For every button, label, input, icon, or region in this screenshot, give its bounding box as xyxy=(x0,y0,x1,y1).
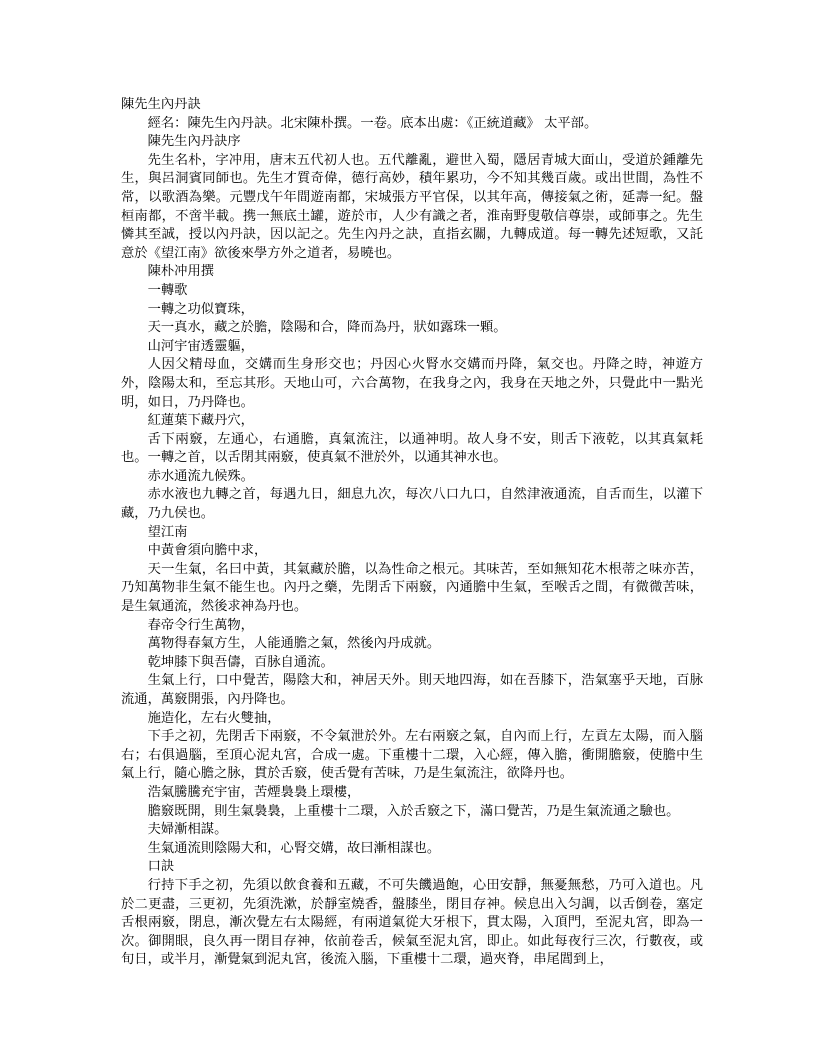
section-heading: 口訣 xyxy=(147,859,175,875)
preface-paragraph: 先生名朴，字冲用，唐末五代初人也。五代離亂，避世入蜀，隱居青城大面山，受道於鍾離先生，與呂洞賓同師也。先生才質奇偉，德行高妙，積年累功，今不知其幾百歲。或出世間，為性不常，以歌酒為樂。元豐戊午年間遊南都，宋城張方平官保，以其年高，傳接氣之術，延壽一紀。盤桓南都，不啻半載。携一無底土罐，遊於市，人少有識之者，淮南野叟敬信尊崇，或師事之。先生憐其至誠，授以內丹訣，因以記之。先生內丹之訣，直指玄關，九轉成道。每一轉先述短歌，又託意於《望江南》欲後來學方外之道者，易曉也。 xyxy=(121,152,703,261)
commentary-paragraph: 舌下兩竅，左通心，右通膽，真氣流注，以通神明。故人身不安，則舌下液乾，以其真氣耗也。一轉之首，以舌閉其兩竅，使真氣不泄於外，以通其神水也。 xyxy=(121,431,703,466)
verse-line: 山河宇宙透靈軀， xyxy=(147,338,254,354)
commentary-paragraph: 天一真水，藏之於膽，陰陽和合，降而為丹，狀如露珠一顆。 xyxy=(147,320,507,336)
preface-heading: 陳先生內丹訣序 xyxy=(147,134,241,150)
instruction-paragraph: 行持下手之初，先須以飲食養和五藏，不可失饑過飽，心田安靜，無憂無愁，乃可入道也。凡於二更盡，三更初，先須洗漱，於靜室燒香，盤膝坐，閉目存神。候息出入匀調，以舌倒卷，塞定舌根兩竅，閉息，漸次覺左右太陽經，有兩道氣從大牙根下，貫太陽，入頂門，至泥丸宮，即為一次。御開眼，良久再一閉目存神，依前卷舌，候氣至泥丸宮，即止。如此每夜行三次，行數夜，或旬日，或半月，漸覺氣到泥丸宮，後流入腦，下重樓十二環，過夾脊，串尾閭到上， xyxy=(121,877,703,968)
verse-line: 中黃會須向膽中求， xyxy=(147,543,268,559)
section-heading: 一轉歌 xyxy=(147,282,188,298)
commentary-paragraph: 生氣上行，口中覺苦，陽陰大和，神居天外。則天地四海，如在吾膝下，浩氣塞乎天地，百脉流通，萬竅開張，內丹降也。 xyxy=(121,673,703,707)
verse-line: 赤水通流九候殊。 xyxy=(147,468,254,484)
source-note: 經名：陳先生內丹訣。北宋陳朴撰。一卷。底本出處：《正統道藏》 太平部。 xyxy=(147,115,598,131)
verse-line: 春帝令行生萬物， xyxy=(147,617,254,633)
commentary-paragraph: 膽竅既開，則生氣裊裊，上重樓十二環，入於舌竅之下，滿口覺苦，乃是生氣流通之驗也。 xyxy=(147,803,680,819)
commentary-paragraph: 下手之初，先閉舌下兩竅，不令氣泄於外。左右兩竅之氣，自內而上行，左貢左太陽，而入腦右；右俱過腦，至頂心泥丸宮，合成一處。下重樓十二環，入心經，傳入膽，衝開膽竅，使膽中生氣上行，隨心膽之脉，貫於舌竅，使舌覺有苦味，乃是生氣流注，欲降丹也。 xyxy=(121,729,703,782)
verse-line: 一轉之功似寶珠， xyxy=(147,301,254,317)
verse-line: 夫婦漸相謀。 xyxy=(147,822,228,838)
document-title: 陳先生內丹訣 xyxy=(121,97,201,112)
verse-line: 乾坤膝下與吾儔，百脉自通流。 xyxy=(147,654,334,670)
commentary-paragraph: 萬物得春氣方生，人能通膽之氣，然後內丹成就。 xyxy=(147,636,441,652)
verse-line: 紅蓮葉下藏丹穴， xyxy=(147,413,254,429)
document-page xyxy=(121,96,703,970)
section-heading: 望江南 xyxy=(147,524,188,540)
author-line: 陳朴冲用撰 xyxy=(147,264,215,280)
commentary-paragraph: 赤水液也九轉之首，每遇九日，細息九次，每次八口九口，自然津液通流，自舌而生，以灌下藏，乃九侯也。 xyxy=(121,487,703,522)
verse-line: 施造化，左右火雙抽， xyxy=(147,710,281,726)
commentary-paragraph: 人因父精母血，交媾而生身形交也；丹因心火腎水交媾而丹降，氣交也。丹降之時，神遊方外，陰陽太和，至忘其形。天地山可，六合萬物，在我身之內，我身在天地之外，只覺此中一點光明，如日，乃丹降也。 xyxy=(121,357,703,410)
commentary-paragraph: 生氣通流則陰陽大和，心腎交媾，故曰漸相謀也。 xyxy=(147,840,441,856)
commentary-paragraph: 天一生氣，名曰中黃，其氣藏於膽，以為性命之根元。其味苦，至如無知花木根蒂之味亦苦，乃知萬物非生氣不能生也。內丹之藥，先閉舌下兩竅，內通膽中生氣，至喉舌之間，有微微苦味，是生氣通流，然後求神為丹也。 xyxy=(121,561,703,615)
verse-line: 浩氣騰騰充宇宙，苦煙裊裊上環樓， xyxy=(147,784,361,800)
